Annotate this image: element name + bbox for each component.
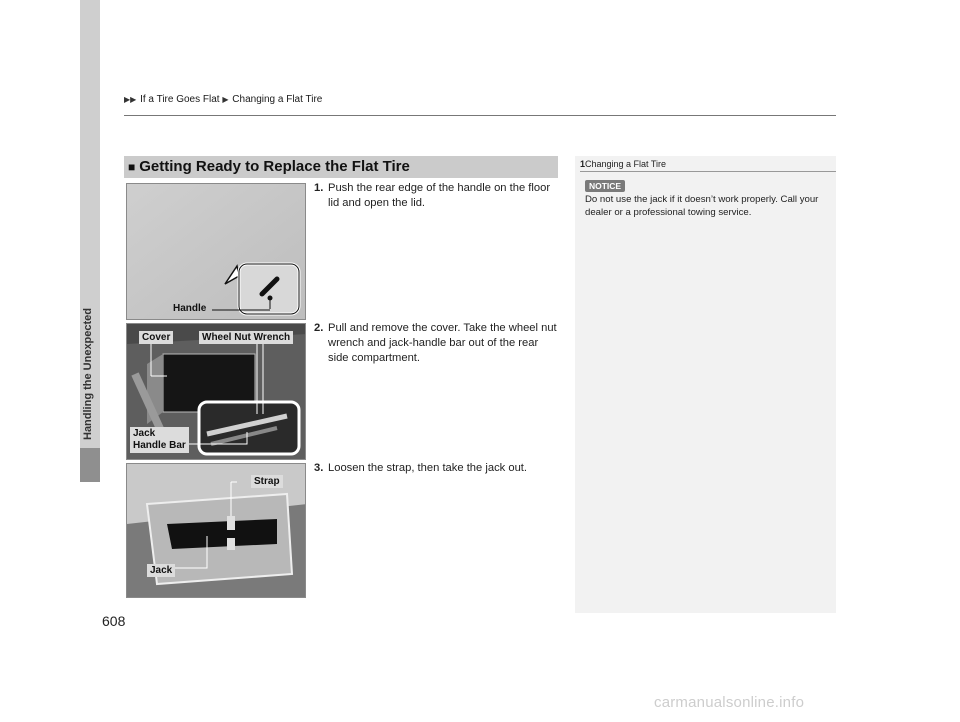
note-title <box>580 159 666 169</box>
page-number: 608 <box>102 613 126 629</box>
note-panel <box>575 156 836 613</box>
triangle-right-icon: ▶ <box>222 95 229 104</box>
step-text: Push the rear edge of the handle on the floor lid and open the lid. <box>328 182 551 209</box>
note-body: Do not use the jack if it doesn’t work properly. Call your dealer or a professional towing service. <box>585 194 819 218</box>
step-3 <box>314 461 558 476</box>
section-heading <box>124 156 558 178</box>
notice-badge: NOTICE <box>585 180 625 192</box>
step-2 <box>314 321 558 366</box>
figure-jack-storage <box>126 463 306 598</box>
note-divider <box>580 171 836 172</box>
header-divider <box>124 115 836 116</box>
note-title-text: Changing a Flat Tire <box>585 159 667 169</box>
breadcrumb <box>124 94 322 105</box>
triangle-right-icon: ▶▶ <box>124 95 137 104</box>
breadcrumb-item[interactable]: If a Tire Goes Flat <box>140 94 220 105</box>
chapter-tab-marker <box>80 448 100 482</box>
jack-handle-bar-callout <box>130 427 189 453</box>
jack-callout: Jack <box>147 564 175 577</box>
strap-callout: Strap <box>251 475 283 488</box>
step-number: 3. <box>314 462 324 474</box>
square-marker-icon: ■ <box>128 160 136 174</box>
step-text: Pull and remove the cover. Take the wheel nut wrench and jack-handle bar out of the rear side compartment. <box>328 322 557 364</box>
step-text: Loosen the strap, then take the jack out. <box>328 462 528 474</box>
figure-floor-lid <box>126 183 306 320</box>
step-number: 1. <box>314 182 324 194</box>
chapter-tab-label <box>82 424 94 440</box>
step-1 <box>314 181 558 211</box>
breadcrumb-item[interactable]: Changing a Flat Tire <box>232 94 323 105</box>
figure-side-compartment <box>126 323 306 460</box>
floor-lid-illustration <box>127 184 306 320</box>
wheel-nut-wrench-callout: Wheel Nut Wrench <box>199 331 293 344</box>
watermark: carmanualsonline.info <box>654 694 805 711</box>
handle-callout: Handle <box>173 303 207 314</box>
cover-callout: Cover <box>139 331 173 344</box>
jack-handle-bar-line1: Jack <box>133 428 156 439</box>
step-number: 2. <box>314 322 324 334</box>
section-title: Getting Ready to Replace the Flat Tire <box>139 158 410 175</box>
jack-handle-bar-line2: Handle Bar <box>133 440 186 451</box>
note-reference-icon: 1 <box>580 159 586 169</box>
